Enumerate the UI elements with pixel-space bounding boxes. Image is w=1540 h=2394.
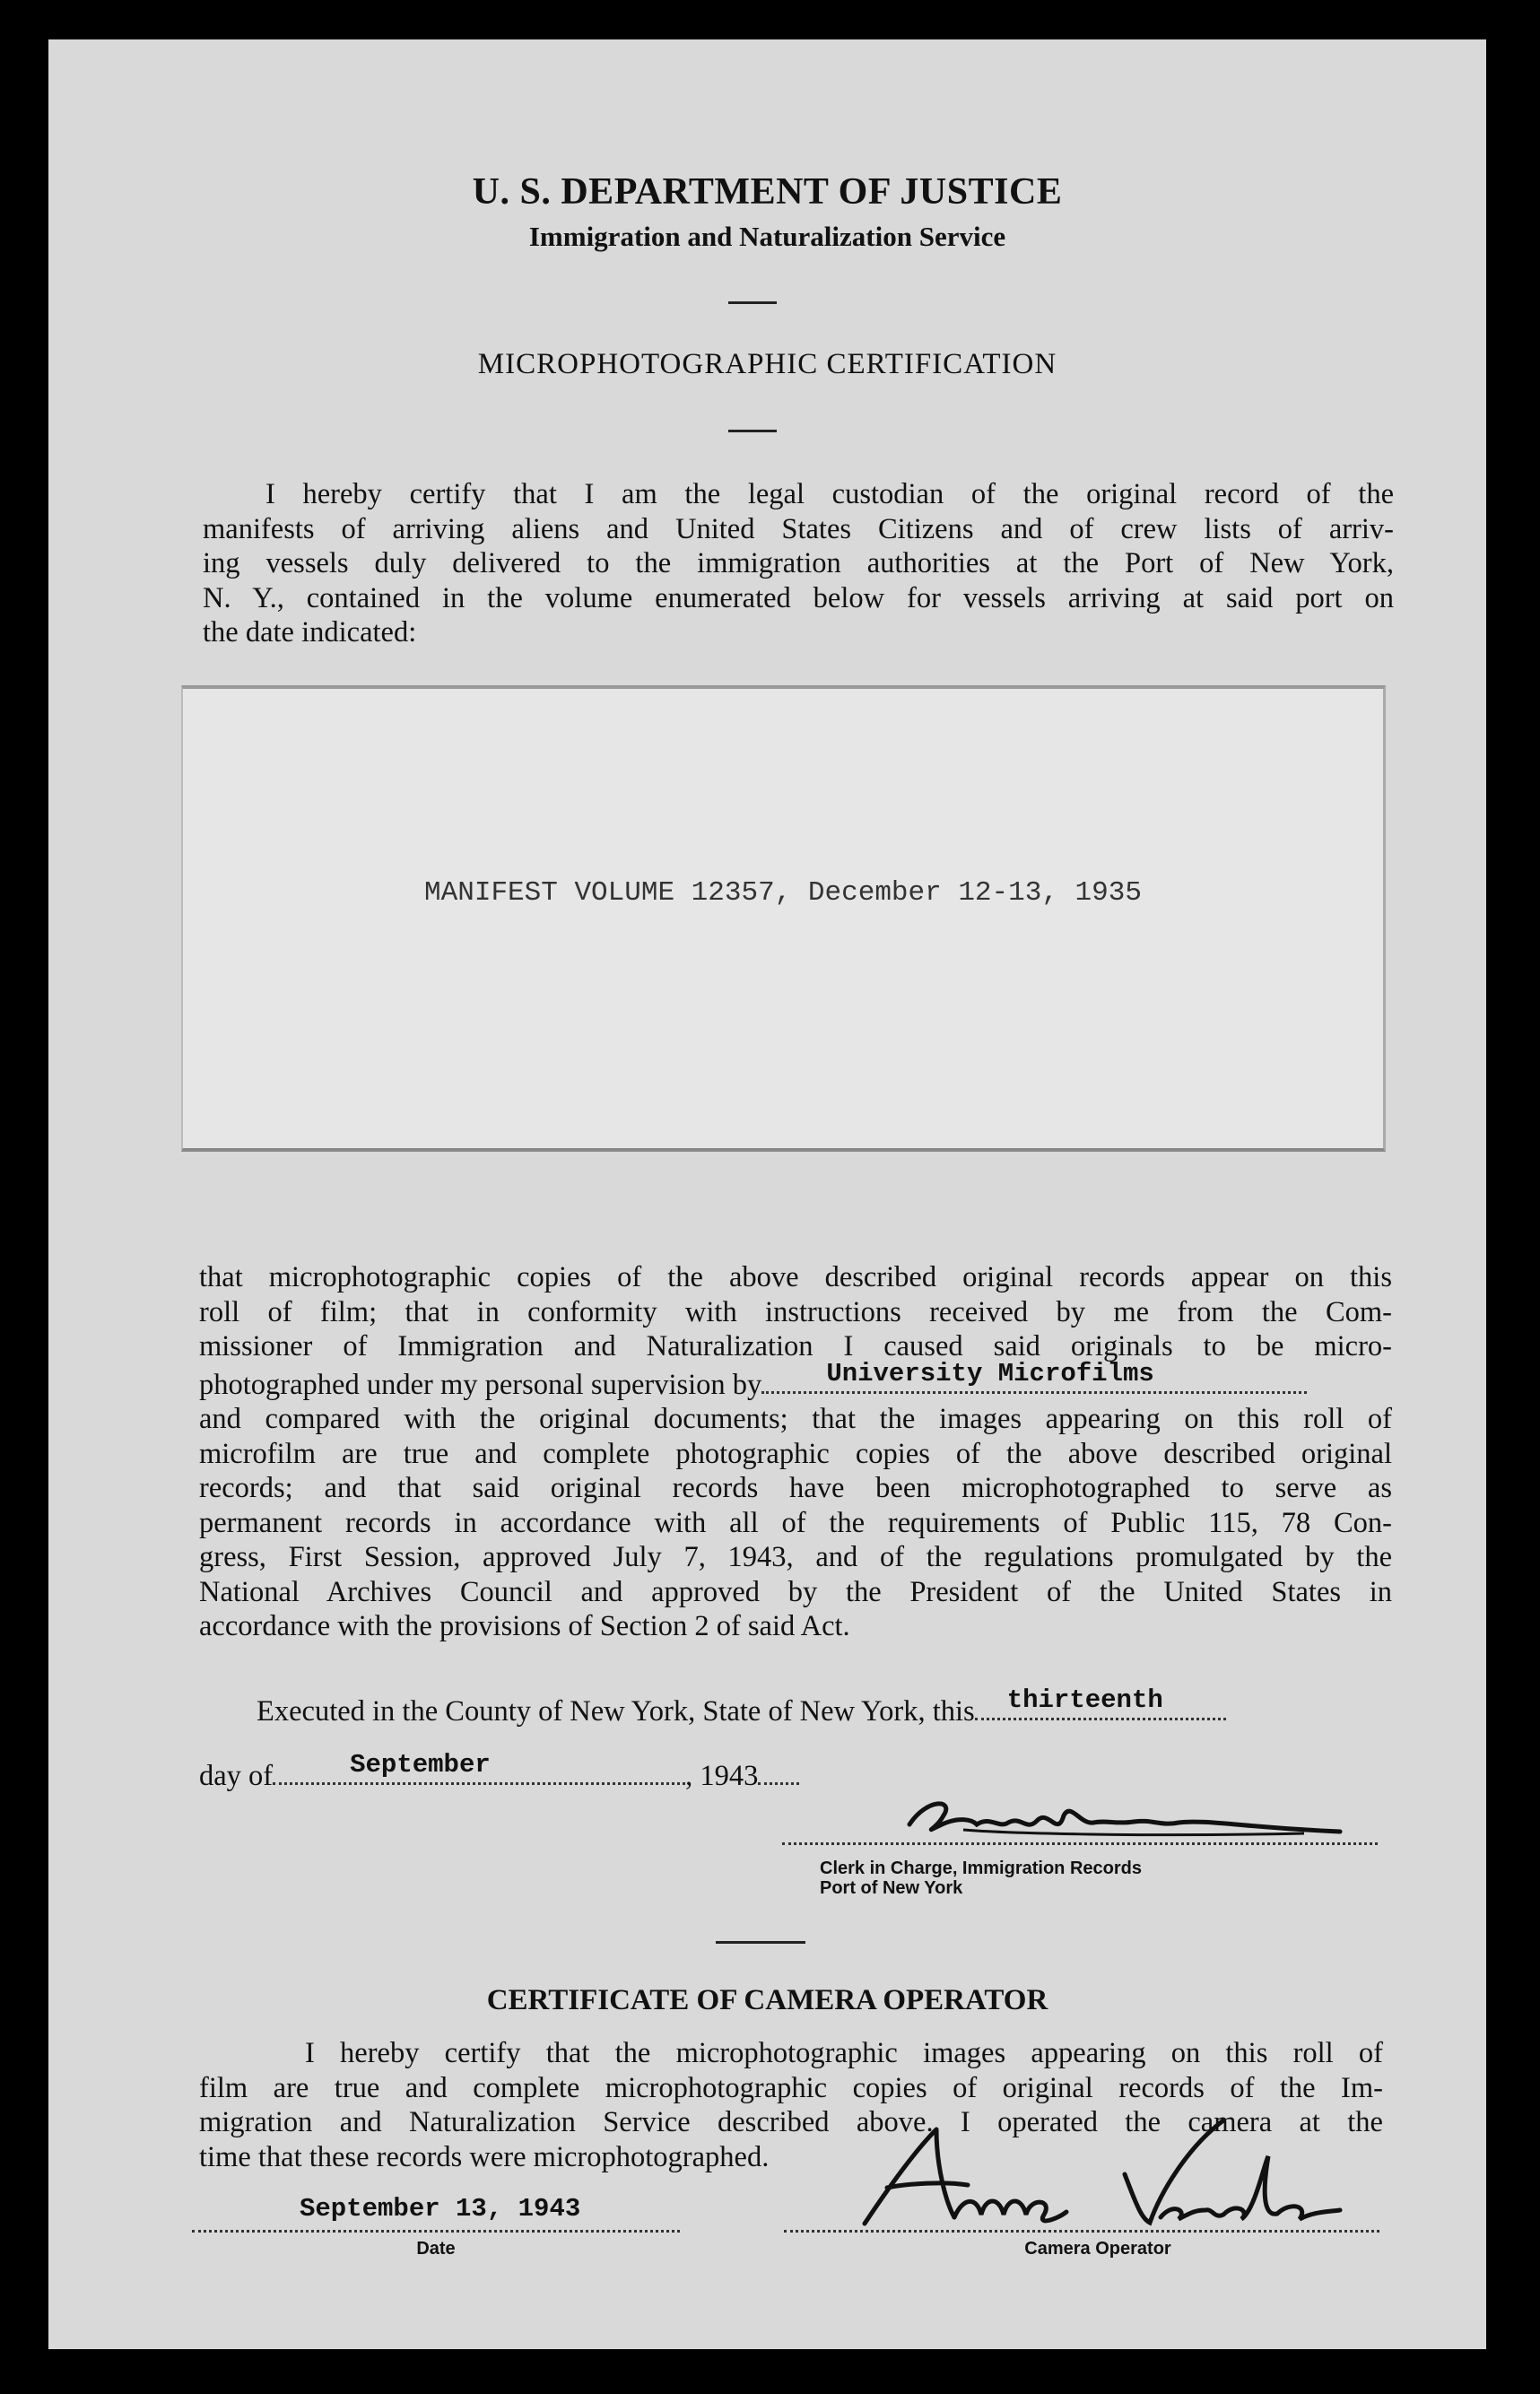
divider xyxy=(728,430,777,432)
body-line: missioner of Immigration and Naturalization I caused said originals to be micro- xyxy=(199,1330,1392,1362)
supervision-prefix: photographed under my personal supervision by xyxy=(199,1368,762,1401)
department-heading: U. S. DEPARTMENT OF JUSTICE xyxy=(472,171,1063,213)
manifest-volume-text: MANIFEST VOLUME 12357, December 12-13, 1935 xyxy=(424,877,1142,909)
date-label: Date xyxy=(416,2239,456,2259)
service-subheading: Immigration and Naturalization Service xyxy=(528,221,1006,252)
day-fill: thirteenth xyxy=(1006,1685,1163,1715)
body-line: gress, First Session, approved July 7, 1943, and of the regulations promulgated by the xyxy=(199,1541,1392,1573)
body-line: and compared with the original documents; that the images appearing on this roll of xyxy=(199,1403,1392,1435)
month-fill-line xyxy=(273,1750,685,1785)
year-text: , 1943 xyxy=(685,1760,759,1792)
operator-signature xyxy=(802,2111,1376,2237)
camera-operator-label: Camera Operator xyxy=(1024,2239,1171,2259)
body-line: accordance with the provisions of Section 2 of said Act. xyxy=(199,1610,850,1642)
date-line xyxy=(192,2228,680,2233)
year-dots xyxy=(758,1759,799,1785)
day-of-line xyxy=(199,1750,799,1794)
body-line: microfilm are true and complete photographic copies of the above described original xyxy=(199,1437,1392,1470)
camera-line: film are true and complete microphotographic copies of original records of the Im- xyxy=(199,2071,1383,2104)
supervision-fill-line xyxy=(761,1358,1307,1394)
intro-line: manifests of arriving aliens and United States Citizens and of crew lists of arriv- xyxy=(203,512,1394,545)
body-line: National Archives Council and approved by the President of the United States in xyxy=(199,1575,1392,1608)
divider xyxy=(716,1941,805,1944)
divider xyxy=(728,301,777,304)
intro-line: ing vessels duly delivered to the immigration authorities at the Port of New York, xyxy=(203,547,1394,579)
body-line: permanent records in accordance with all of the requirements of Public 115, 78 Con- xyxy=(199,1506,1392,1539)
body-paragraph xyxy=(199,1260,1392,1644)
clerk-signature xyxy=(874,1789,1358,1851)
intro-line: the date indicated: xyxy=(203,616,417,649)
certification-title: MICROPHOTOGRAPHIC CERTIFICATION xyxy=(477,348,1057,380)
body-line: that microphotographic copies of the above described original records appear on this xyxy=(199,1261,1392,1293)
date-fill: September 13, 1943 xyxy=(300,2194,581,2224)
month-fill: September xyxy=(350,1750,491,1780)
supervision-line xyxy=(199,1358,1392,1403)
camera-line: I hereby certify that the microphotographic images appearing on this roll of xyxy=(305,2037,1383,2069)
manifest-card xyxy=(181,685,1386,1152)
executed-line xyxy=(257,1685,1226,1729)
body-line: roll of film; that in conformity with instructions received by me from the Com- xyxy=(199,1295,1392,1328)
certificate-page xyxy=(48,39,1486,2349)
clerk-title xyxy=(820,1859,1142,1898)
intro-line: N. Y., contained in the volume enumerated below for vessels arriving at said port on xyxy=(203,581,1394,614)
day-of-label: day of xyxy=(199,1760,274,1792)
executed-prefix: Executed in the County of New York, State of New York, this xyxy=(257,1695,975,1728)
clerk-title-line2: Port of New York xyxy=(820,1878,963,1898)
day-fill-line xyxy=(975,1685,1226,1720)
camera-line: migration and Naturalization Service described above. I operated the camera at the xyxy=(199,2106,1383,2138)
camera-certificate-heading: CERTIFICATE OF CAMERA OPERATOR xyxy=(486,1984,1048,2016)
intro-line: I hereby certify that I am the legal custodian of the original record of the xyxy=(265,478,1394,510)
camera-line: time that these records were microphotographed. xyxy=(199,2140,770,2173)
intro-paragraph xyxy=(203,477,1394,650)
body-line: records; and that said original records have been microphotographed to serve as xyxy=(199,1472,1392,1504)
clerk-title-line1: Clerk in Charge, Immigration Records xyxy=(820,1859,1142,1878)
supervision-fill: University Microfilms xyxy=(826,1358,1154,1389)
